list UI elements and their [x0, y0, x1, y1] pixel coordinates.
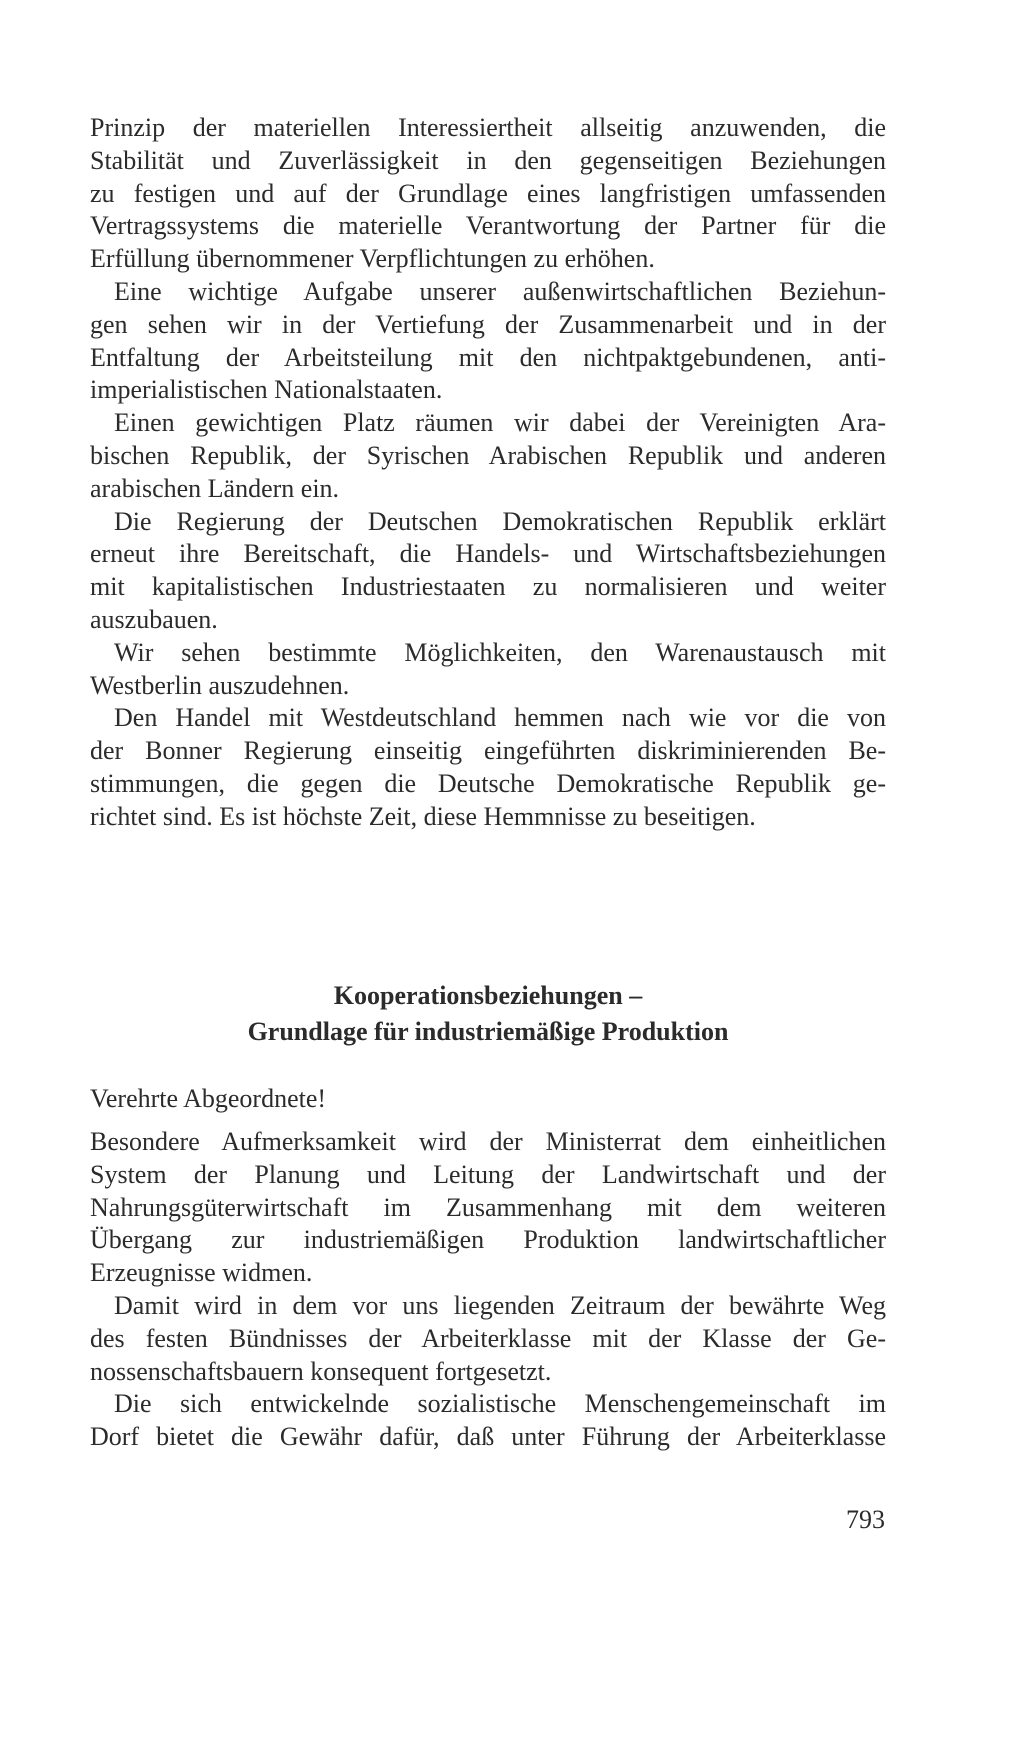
text-line: des festen Bündnisses der Arbeiterklasse mit der Klasse der Ge- [90, 1323, 886, 1353]
text-line: Westberlin auszudehnen. [90, 670, 350, 700]
text-line: Die Regierung der Deutschen Demokratischen Republik erklärt [114, 506, 886, 536]
text-line: Damit wird in dem vor uns liegenden Zeitraum der bewährte Weg [114, 1290, 886, 1320]
text-line: zu festigen und auf der Grundlage eines langfristigen umfassenden [90, 178, 886, 208]
text-line: System der Planung und Leitung der Landwirtschaft und der [90, 1159, 886, 1189]
text-line: stimmungen, die gegen die Deutsche Demokratische Republik ge- [90, 768, 886, 798]
text-line: imperialistischen Nationalstaaten. [90, 375, 443, 405]
text-line: bischen Republik, der Syrischen Arabischen Republik und anderen [90, 440, 886, 470]
text-line: Die sich entwickelnde sozialistische Menschengemeinschaft im [114, 1389, 886, 1419]
text-line: Besondere Aufmerksamkeit wird der Ministerrat dem einheitlichen [90, 1127, 886, 1156]
text-line: gen sehen wir in der Vertiefung der Zusammenarbeit und in der [90, 309, 886, 339]
text-line: Dorf bietet die Gewähr dafür, daß unter Führung der Arbeiterklasse [90, 1422, 886, 1452]
section-heading-line-1: Kooperationsbeziehungen – [333, 981, 643, 1010]
text-line: der Bonner Regierung einseitig eingeführten diskriminierenden Be- [90, 736, 886, 766]
text-line: mit kapitalistischen Industriestaaten zu normalisieren und weiter [90, 572, 886, 602]
text-line: Entfaltung der Arbeitsteilung mit den nichtpaktgebundenen, anti- [90, 342, 886, 372]
text-line: Übergang zur industriemäßigen Produktion landwirtschaftlicher [90, 1225, 886, 1255]
text-line: Stabilität und Zuverlässigkeit in den gegenseitigen Beziehungen [90, 145, 886, 175]
text-line: auszubauen. [90, 604, 218, 634]
body-text-section-2 [90, 1126, 886, 1454]
text-line: nossenschaftsbauern konsequent fortgesetzt. [90, 1356, 552, 1386]
section-heading [90, 978, 886, 1050]
text-line: Prinzip der materiellen Interessiertheit allseitig anzuwenden, die [90, 113, 886, 142]
text-line: Wir sehen bestimmte Möglichkeiten, den Warenaustausch mit [114, 637, 886, 667]
text-line: richtet sind. Es ist höchste Zeit, diese Hemmnisse zu beseitigen. [90, 801, 756, 831]
text-line: Vertragssystems die materielle Verantwortung der Partner für die [90, 211, 886, 241]
section-heading-line-2: Grundlage für industriemäßige Produktion [247, 1017, 729, 1046]
text-line: Nahrungsgüterwirtschaft im Zusammenhang mit dem weiteren [90, 1192, 886, 1222]
text-line: arabischen Ländern ein. [90, 473, 340, 503]
text-line: Erzeugnisse widmen. [90, 1258, 313, 1288]
body-text-section-1 [90, 112, 886, 834]
text-line: Einen gewichtigen Platz räumen wir dabei der Vereinigten Ara- [114, 408, 886, 438]
salutation: Verehrte Abgeordnete! [90, 1084, 327, 1113]
text-line: Eine wichtige Aufgabe unserer außenwirtschaftlichen Beziehun- [114, 276, 886, 306]
text-line: Den Handel mit Westdeutschland hemmen nach wie vor die von [114, 703, 886, 733]
text-line: Erfüllung übernommener Verpflichtungen zu erhöhen. [90, 244, 655, 274]
text-line: erneut ihre Bereitschaft, die Handels- und Wirtschaftsbeziehungen [90, 539, 886, 569]
page-number: 793 [846, 1505, 885, 1534]
